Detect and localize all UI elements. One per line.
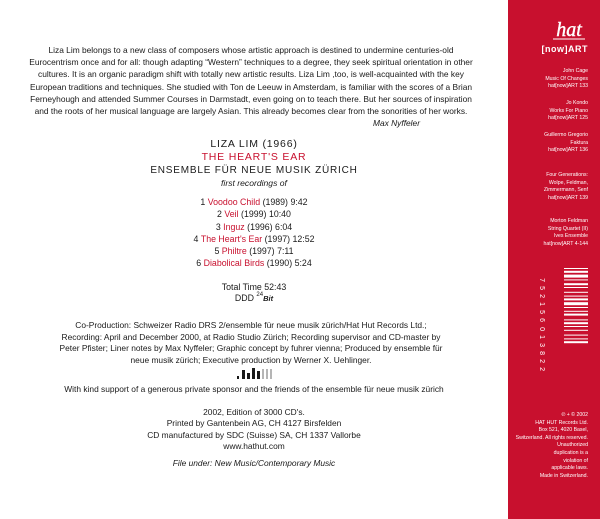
copyright-notice [508, 412, 588, 480]
track-list [0, 196, 508, 270]
track-number: 6 [196, 258, 202, 269]
series-entry [508, 68, 588, 91]
hat-logo [550, 18, 588, 42]
sponsor-logo-mark [237, 368, 277, 380]
series-line: Works For Piano [549, 107, 588, 114]
track-time: 9:42 [290, 197, 308, 207]
track-year: (1989) [262, 197, 288, 207]
spine-strip [508, 0, 600, 519]
copyright-line: Unauthorized [557, 442, 588, 449]
bit-label: Bit [263, 294, 274, 303]
track-number: 3 [215, 221, 221, 232]
barcode-digit: 2 [538, 294, 546, 299]
barcode-digit: 1 [538, 334, 546, 339]
track-item [0, 196, 508, 208]
track-title: Diabolical Birds [203, 258, 265, 269]
hat-logo-text: hat [556, 19, 582, 41]
barcode-digit: 5 [538, 310, 546, 315]
series-line: Faktura [570, 139, 588, 146]
series-line: Music Of Changes [545, 75, 588, 82]
liner-line: Eurocentrism once and for all: though adapting “Western” techniques to a degree, they seek spiritual orientation in other [29, 57, 473, 68]
track-time: 6:04 [275, 221, 293, 232]
series-line: Guillermo Gregorio [544, 132, 588, 138]
track-item [0, 245, 508, 257]
series-line: Ives Ensemble [553, 233, 588, 240]
ddd-label: DDD [234, 293, 254, 303]
track-year: (1999) [241, 209, 267, 220]
track-time: 12:52 [292, 233, 315, 244]
copyright-line: ℗ + © 2002 [561, 412, 588, 418]
series-line: String Quartet (II) [547, 225, 588, 232]
series-line: John Cage [562, 68, 588, 74]
edition-line: CD manufactured by SDC (Suisse) SA, CH 1337 Vallorbe [147, 429, 361, 440]
website: www.hathut.com [223, 441, 285, 452]
track-number: 5 [214, 246, 220, 257]
file-under: File under: New Music/Contemporary Music [172, 458, 336, 468]
edition-info [0, 407, 508, 453]
sponsor-note: With kind support of a generous private sponsor and the friends of the ensemble für neue musik zürich [64, 384, 444, 394]
barcode-digit: 8 [538, 350, 546, 355]
series-entry [508, 172, 588, 202]
label-brand: [now]ART [541, 44, 588, 54]
track-year: (1996) [247, 221, 273, 232]
barcode-digit: 1 [538, 302, 546, 307]
track-time: 5:24 [294, 258, 312, 269]
series-line: Wolpe, Feldman, [548, 179, 588, 186]
track-time: 7:11 [277, 246, 294, 257]
production-credits [22, 320, 480, 366]
bit-depth-number: 24 [256, 292, 264, 298]
track-number: 2 [217, 209, 222, 220]
series-entry [508, 132, 588, 155]
track-number: 4 [193, 233, 199, 244]
liner-line: Liza Lim belongs to a new class of composers whose artistic approach is destined to undermine centuries-old [48, 45, 454, 55]
liner-line: European traditions and techniques. She studied with Ton de Leeuw in Amsterdam, is familiar with the scores of a Brian [29, 81, 473, 92]
totals-block [0, 282, 508, 306]
copyright-line: applicable laws. [551, 465, 588, 472]
copyright-line: duplication is a [553, 449, 588, 456]
series-line: hat[now]ART 4-144 [543, 240, 588, 247]
copyright-line: Made in Switzerland. [539, 472, 588, 479]
series-line: hat[now]ART 139 [548, 194, 588, 201]
liner-signature: Max Nyffeler [372, 118, 420, 129]
track-number: 1 [200, 197, 206, 207]
liner-line: Ferneyhough and attended Summer Courses in Darmstadt, even going on to teach there. But her sources of inspiration [30, 93, 472, 104]
total-time: Total Time 52:43 [221, 282, 287, 292]
track-time: 10:40 [268, 209, 291, 220]
barcode-digit: 3 [538, 342, 546, 347]
series-line: Zimmermann, Senf [543, 187, 588, 194]
copyright-line: Box 521, 4020 Basel, [538, 427, 588, 434]
track-item [0, 221, 508, 233]
edition-line: Printed by Gantenbein AG, CH 4127 Birsfelden [166, 418, 342, 429]
track-item [0, 208, 508, 220]
barcode-digit: 5 [538, 286, 546, 291]
series-line: hat[now]ART 133 [548, 83, 588, 90]
ensemble-name: ENSEMBLE FÜR NEUE MUSIK ZÜRICH [150, 165, 358, 176]
track-title: Inguz [223, 221, 245, 232]
album-heading [0, 138, 508, 189]
barcode-digit: 7 [538, 278, 546, 282]
track-year: (1997) [249, 246, 275, 257]
credit-line: Peter Pfister; Liner notes by Max Nyffeler; Graphic concept by fuhrer vienna; Produced by ensemble für [59, 343, 443, 354]
barcode-digit: 2 [538, 367, 546, 372]
liner-line: cultures. It is an organic paradigm shift with totally new artistic results. Liza Lim ,too, is well-acquainted with the key [38, 69, 464, 80]
copyright-line: violation of [563, 457, 588, 464]
series-entry [508, 218, 588, 248]
credit-line: Recording: April and December 2000, at Radio Studio Zürich; Recording supervisor and CD-master by [61, 331, 441, 342]
barcode-digit: 6 [538, 318, 546, 323]
track-item [0, 233, 508, 245]
track-item [0, 257, 508, 269]
track-title: Veil [224, 209, 239, 220]
composer-name: LIZA LIM (1966) [210, 138, 298, 150]
copyright-line: HAT HUT Records Ltd. [535, 419, 588, 426]
edition-line: 2002, Edition of 3000 CD's. [203, 407, 305, 417]
barcode-number [534, 276, 548, 372]
series-line: hat[now]ART 136 [548, 147, 588, 154]
track-title: Voodoo Child [207, 197, 261, 207]
series-line: Morton Feldman [550, 218, 588, 224]
series-line: hat[now]ART 125 [548, 115, 588, 122]
barcode-digit: 0 [538, 326, 546, 331]
series-entry [508, 100, 588, 123]
track-title: The Heart's Ear [200, 233, 263, 244]
track-year: (1990) [266, 258, 293, 269]
copyright-line: Switzerland. All rights reserved. [515, 434, 588, 441]
ddd-line [0, 293, 508, 306]
recordings-subtitle: first recordings of [221, 178, 287, 188]
track-year: (1997) [264, 233, 291, 244]
credit-line: neue musik zürich; Executive production by Werner X. Uehlinger. [130, 354, 372, 365]
series-line: Jo Kondo [566, 100, 588, 106]
barcode [564, 268, 588, 364]
album-title: THE HEART'S EAR [201, 151, 307, 163]
track-title: Philtre [221, 246, 247, 257]
credit-line: Co-Production: Schweizer Radio DRS 2/ensemble für neue musik zürich/Hat Hut Records Ltd.; [75, 320, 427, 330]
liner-notes [22, 44, 480, 129]
liner-line: and the roots of her musical language are largely Asian. This already becomes clear from the sonorities of her works. [34, 106, 468, 117]
barcode-digit: 2 [538, 359, 546, 363]
series-line: Four Generations: [546, 172, 588, 178]
